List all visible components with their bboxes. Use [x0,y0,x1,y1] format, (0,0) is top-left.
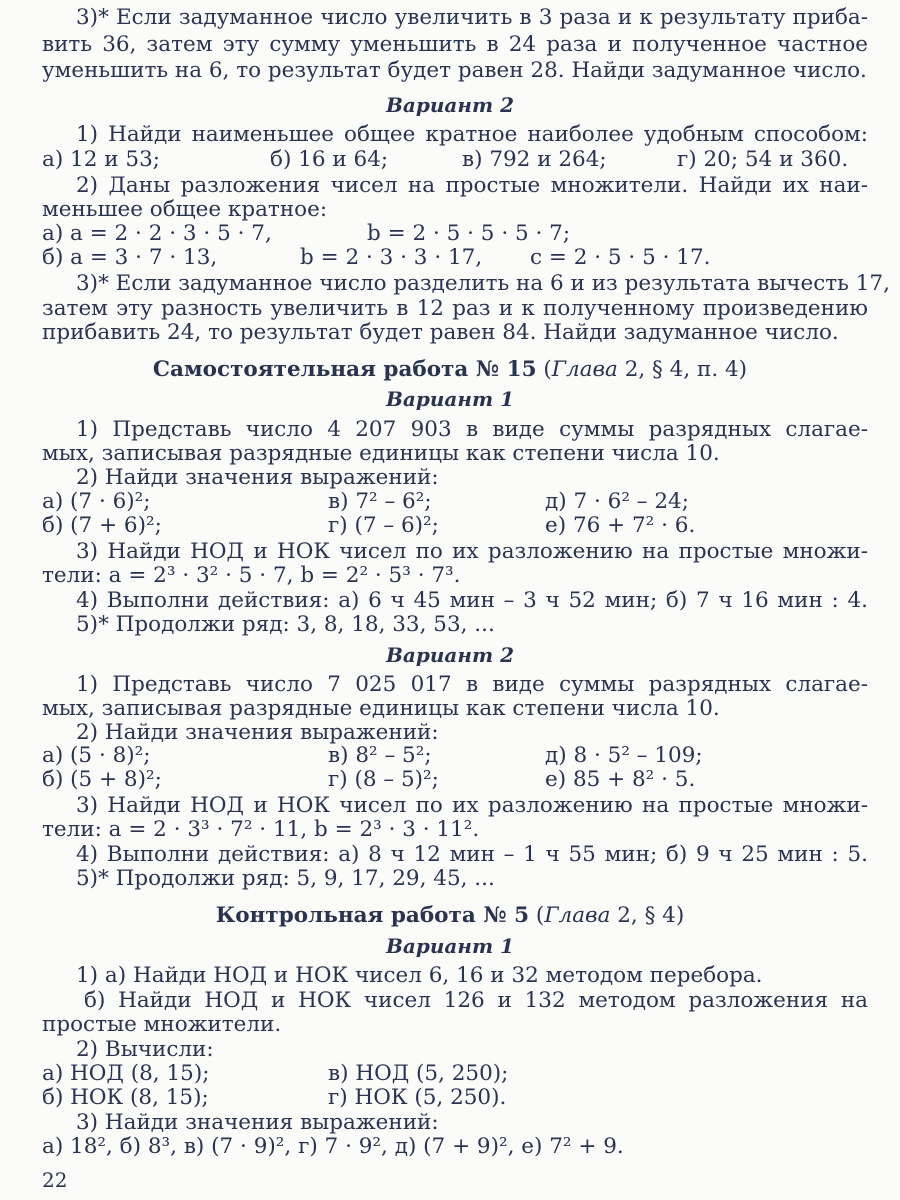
option-b: б) 16 и 64; [270,147,389,172]
expr-g: г) НОК (5, 250). [328,1085,507,1110]
sr15-v1-q3-line-1: 3) Найди НОД и НОК чисел по их разложению на простые множи- [76,539,868,564]
sr15-v2-q3-line-1: 3) Найди НОД и НОК чисел по их разложению на простые множи- [76,793,868,818]
sr15-v1-q2: 2) Найди значения выражений: [76,465,439,490]
expr-b: б) (7 + 6)²; [42,513,162,538]
kr5-v1-heading: Вариант 1 [386,934,514,958]
expr-b: б) (5 + 8)²; [42,767,162,792]
sr15-v1-q1-line-2: мых, записывая разрядные единицы как степени числа 10. [42,441,720,466]
sr15-v2-q2: 2) Найди значения выражений: [76,720,439,745]
kr5-v1-q3: 3) Найди значения выражений: [76,1110,439,1135]
expr-v: в) 8² – 5²; [328,743,432,768]
sr15-v2-q1-line-1: 1) Представь число 7 025 017 в виде суммы разрядных слагае- [76,672,868,697]
sr15-v1-heading: Вариант 1 [386,387,514,411]
expr-b: b = 2 · 5 · 5 · 5 · 7; [367,221,571,246]
expr-b: б) НОК (8, 15); [42,1085,209,1110]
expr-c: c = 2 · 5 · 5 · 17. [530,245,711,270]
kr5-v1-q2: 2) Вычисли: [76,1037,214,1062]
sr15-v2-row-2 [42,768,868,792]
top-problem-line-1: 3)* Если задуманное число увеличить в 3 раза и к результату приба- [76,5,868,30]
sr15-v1-q3-line-2: тели: a = 2³ · 3² · 5 · 7, b = 2² · 5³ · 7³. [42,563,461,588]
kr5-title-italic: Глава [544,903,611,928]
option-g: г) 20; 54 и 360. [677,147,849,172]
sr15-v2-q4: 4) Выполни действия: а) 8 ч 12 мин – 1 ч 55 мин; б) 9 ч 25 мин : 5. [76,842,868,867]
top-problem-line-2: вить 36, затем эту сумму уменьшить в 24 раза и полученное частное [42,32,868,57]
v2-q2-line-2: меньшее общее кратное: [42,197,328,222]
top-problem-line-3: уменьшить на 6, то результат будет равен 28. Найди задуманное число. [42,58,867,83]
sr15-v1-row-1 [42,490,868,514]
expr-a: б) a = 3 · 7 · 13, [42,245,218,270]
sr15-title-italic: Глава [551,357,618,382]
sr15-v1-q4: 4) Выполни действия: а) 6 ч 45 мин – 3 ч 52 мин; б) 7 ч 16 мин : 4. [76,588,868,613]
kr5-title-rest: 2, § 4) [610,903,685,928]
sr15-v1-q1-line-1: 1) Представь число 4 207 903 в виде суммы разрядных слагае- [76,417,868,442]
sr15-title-open: ( [536,357,552,382]
kr5-v1-q1b-line-2: простые множители. [42,1012,282,1037]
sr15-v1-q5: 5)* Продолжи ряд: 3, 8, 18, 33, 53, ... [76,612,495,637]
v2-q3-line-3: прибавить 24, то результат будет равен 84. Найди задуманное число. [42,320,839,345]
v2-q1-options [42,148,868,172]
expr-g: г) (7 – 6)²; [328,513,439,538]
kr5-title-open: ( [529,903,545,928]
v2-q2a [42,222,868,246]
option-a: а) 12 и 53; [42,147,160,172]
option-v: в) 792 и 264; [462,147,607,172]
v2-q2-line-1: 2) Даны разложения чисел на простые множители. Найди их наи- [76,173,868,198]
expr-d: д) 8 · 5² – 109; [545,743,703,768]
sr15-title-bold: Самостоятельная работа № 15 [152,357,537,382]
expr-g: г) (8 – 5)²; [328,767,439,792]
expr-b: b = 2 · 3 · 3 · 17, [300,245,483,270]
expr-a: а) (5 · 8)²; [42,743,151,768]
expr-a: а) (7 · 6)²; [42,489,151,514]
kr5-v1-row-2 [42,1086,868,1110]
sr15-v2-q1-line-2: мых, записывая разрядные единицы как степени числа 10. [42,696,720,721]
sr15-title [0,357,900,382]
v2-q3-line-1: 3)* Если задуманное число разделить на 6 и из результата вычесть 17, [76,271,890,296]
expr-a: а) a = 2 · 2 · 3 · 5 · 7, [42,221,272,246]
sr15-v2-heading: Вариант 2 [386,643,514,667]
kr5-title-bold: Контрольная работа № 5 [215,903,530,928]
sr15-v2-row-1 [42,744,868,768]
kr5-v1-q3-row: а) 18², б) 8³, в) (7 · 9)², г) 7 · 9², д) (7 + 9)², е) 7² + 9. [42,1134,624,1159]
v2-q1: 1) Найди наименьшее общее кратное наиболее удобным способом: [76,122,868,147]
kr5-title [0,903,900,928]
expr-d: д) 7 · 6² – 24; [545,489,689,514]
sr15-v2-q5: 5)* Продолжи ряд: 5, 9, 17, 29, 45, ... [76,866,495,891]
expr-v: в) 7² – 6²; [328,489,432,514]
expr-a: а) НОД (8, 15); [42,1061,210,1086]
sr15-title-rest: 2, § 4, п. 4) [617,357,748,382]
expr-e: е) 85 + 8² · 5. [545,767,696,792]
kr5-v1-row-1 [42,1062,868,1086]
sr15-v1-row-2 [42,514,868,538]
sr15-v2-q3-line-2: тели: a = 2 · 3³ · 7² · 11, b = 2³ · 3 · 11². [42,817,480,842]
variant-heading: Вариант 2 [386,93,514,117]
page-number: 22 [42,1168,68,1192]
expr-e: е) 76 + 7² · 6. [545,513,696,538]
kr5-v1-q1a: 1) а) Найди НОД и НОК чисел 6, 16 и 32 методом перебора. [76,963,763,988]
v2-q3-line-2: затем эту разность увеличить в 12 раз и к полученному произведению [42,296,868,321]
kr5-v1-q1b-line-1: б) Найди НОД и НОК чисел 126 и 132 методом разложения на [84,988,868,1013]
v2-q2b [42,246,868,270]
expr-v: в) НОД (5, 250); [328,1061,509,1086]
